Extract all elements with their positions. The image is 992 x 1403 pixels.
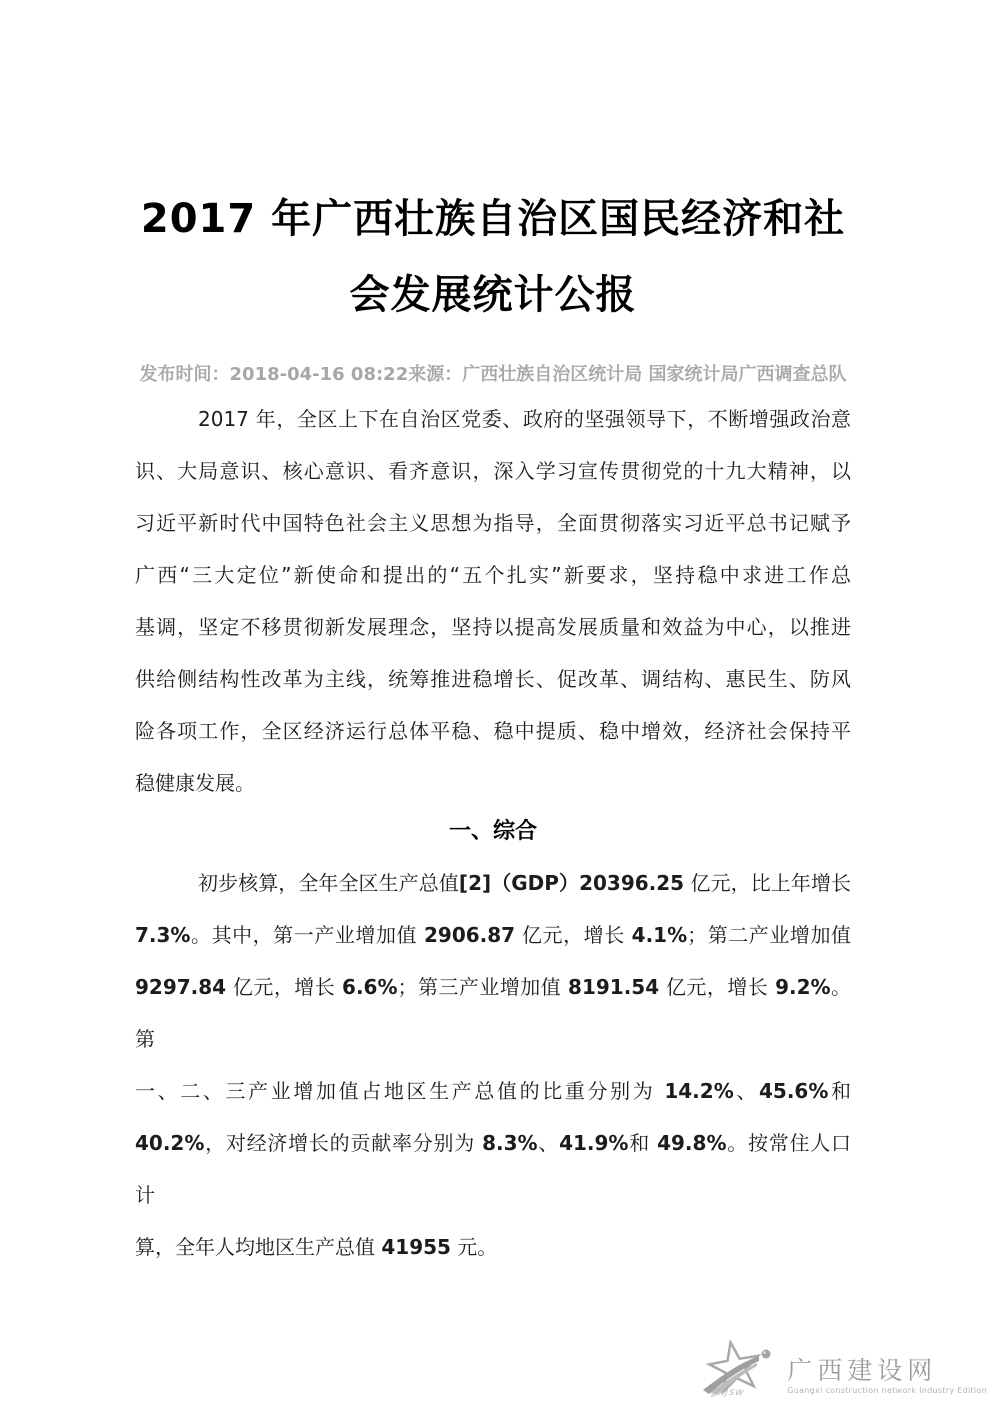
text: ；第二产业增加值 — [687, 922, 852, 947]
text: 、 — [733, 1078, 759, 1103]
text: 。第 — [135, 974, 852, 1051]
text: 供给侧结构性改革为主线，统筹推进稳增长、促改革、调结构、惠民生、防风 — [135, 666, 851, 691]
text: 习近平新时代中国特色社会主义思想为指导，全面贯彻落实习近平总书记赋予 — [135, 510, 851, 535]
section-heading: 一、综合 — [448, 818, 537, 844]
bold-text: 45.6% — [758, 1078, 829, 1103]
text: 算，全年人均地区生产总值 — [135, 1234, 382, 1259]
logo-script-mark: gxjsw — [710, 1387, 746, 1398]
bold-text: 2906.87 — [424, 922, 516, 947]
document-title — [135, 181, 851, 333]
bold-text: 6.6% — [342, 974, 398, 999]
text: 亿元，比上年增长 — [684, 870, 852, 895]
bold-text: 40.2% — [135, 1130, 205, 1155]
text-line — [135, 393, 851, 445]
bold-text: 8.3% — [482, 1130, 538, 1155]
publish-meta: 发布时间：2018-04-16 08:22来源：广西壮族自治区统计局 国家统计局广西调查总队 — [139, 363, 847, 385]
text: ；第三产业增加值 — [397, 974, 569, 999]
text: 。按常住人口计 — [135, 1130, 852, 1207]
text-line — [135, 601, 851, 653]
title-line-1: 2017 年广西壮族自治区国民经济和社 — [140, 195, 846, 242]
paragraph — [135, 857, 851, 1273]
site-watermark — [697, 1340, 987, 1398]
logo-tagline: Guangxi construction network Industry Edition — [787, 1386, 987, 1395]
bold-text: 49.8% — [657, 1130, 727, 1155]
bold-text: 9.2% — [775, 974, 831, 999]
text: 、 — [537, 1130, 560, 1155]
title-line-2: 会发展统计公报 — [349, 271, 637, 318]
text: 一、二、三产业增加值占地区生产总值的比重分别为 — [135, 1078, 665, 1103]
text-line — [135, 497, 851, 549]
text: 和 — [628, 1130, 658, 1155]
bold-text: [2]（GDP）20396.25 — [458, 870, 685, 895]
bold-text: 7.3% — [135, 922, 191, 947]
text-line — [135, 1065, 851, 1117]
text-line — [135, 757, 851, 809]
text: 基调，坚定不移贯彻新发展理念，坚持以提高发展质量和效益为中心，以推进 — [135, 614, 851, 639]
text: 识、大局意识、核心意识、看齐意识，深入学习宣传贯彻党的十九大精神，以 — [135, 458, 851, 483]
document-body — [135, 393, 851, 1273]
logo-text-block — [787, 1357, 987, 1398]
text-line — [135, 1221, 851, 1273]
text: 稳健康发展。 — [135, 770, 255, 795]
text: 和 — [828, 1078, 851, 1103]
bold-text: 4.1% — [631, 922, 688, 947]
text-line — [135, 909, 851, 961]
text: 亿元，增长 — [226, 974, 343, 999]
logo-name: 广西建设网 — [787, 1356, 938, 1385]
text: 2017 年，全区上下在自治区党委、政府的坚强领导下，不断增强政治意 — [198, 406, 851, 431]
text: 初步核算，全年全区生产总值 — [198, 870, 459, 895]
text-line — [135, 1117, 851, 1221]
text-line — [135, 961, 851, 1065]
bold-text: 8191.54 — [568, 974, 660, 999]
bold-text: 41.9% — [559, 1130, 629, 1155]
logo-star — [697, 1340, 781, 1398]
text: 险各项工作，全区经济运行总体平稳、稳中提质、稳中增效，经济社会保持平 — [135, 718, 851, 743]
text: 元。 — [450, 1234, 498, 1259]
bold-text: 41955 — [381, 1234, 451, 1259]
text-line — [135, 705, 851, 757]
text: 亿元，增长 — [659, 974, 776, 999]
text: ，对经济增长的贡献率分别为 — [204, 1130, 483, 1155]
text-line — [135, 445, 851, 497]
bold-text: 14.2% — [664, 1078, 734, 1103]
text: 亿元，增长 — [515, 922, 632, 947]
paragraph — [135, 393, 851, 809]
text-line — [135, 549, 851, 601]
bold-text: 9297.84 — [135, 974, 227, 999]
text: 广西“三大定位”新使命和提出的“五个扎实”新要求，坚持稳中求进工作总 — [135, 562, 851, 587]
text: 。其中，第一产业增加值 — [190, 922, 424, 947]
text-line — [135, 857, 851, 909]
text-line — [135, 653, 851, 705]
